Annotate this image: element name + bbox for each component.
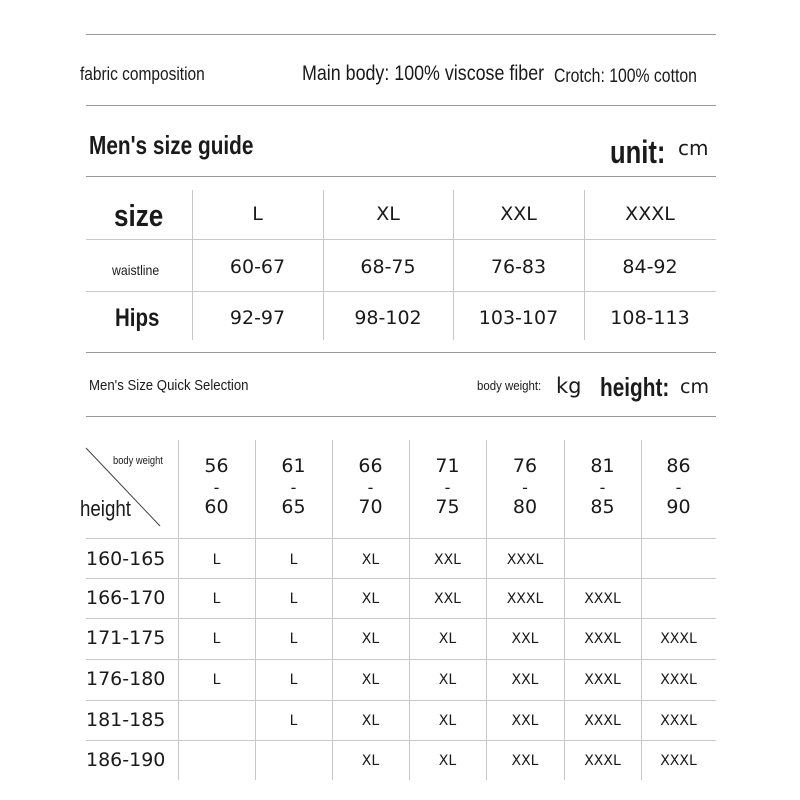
size-recommendation-cell: L: [212, 672, 221, 688]
height-unit-value: cm: [680, 376, 709, 398]
size-recommendation-cell: XXXL: [506, 552, 544, 568]
height-range-label: 186-190: [86, 749, 166, 771]
weight-range-high: 85: [590, 496, 615, 518]
size-recommendation-cell: XL: [361, 672, 380, 688]
quick-selection-title: Men's Size Quick Selection: [89, 377, 249, 394]
height-range-label: 171-175: [86, 627, 166, 649]
size-recommendation-cell: L: [289, 672, 298, 688]
qs-row-divider: [86, 700, 716, 701]
hips-value-xxxl: 108-113: [610, 307, 690, 329]
weight-range-dash: -: [599, 478, 606, 497]
size-recommendation-cell: XXL: [511, 753, 539, 769]
qs-row-divider: [86, 659, 716, 660]
waistline-value-l: 60-67: [229, 256, 286, 278]
hips-label: Hips: [115, 304, 160, 332]
qs-row-divider: [86, 740, 716, 741]
weight-range-low: 86: [666, 455, 691, 477]
qs-row-divider: [86, 618, 716, 619]
composition-main-body: Main body: 100% viscose fiber: [302, 62, 545, 85]
size-recommendation-cell: XL: [438, 713, 457, 729]
weight-range-high: 75: [435, 496, 460, 518]
size-recommendation-cell: XXXL: [584, 631, 621, 647]
weight-range-low: 66: [358, 455, 383, 477]
weight-range-dash: -: [213, 478, 220, 497]
weight-range-high: 80: [512, 496, 538, 518]
size-recommendation-cell: XXXL: [660, 753, 697, 769]
size-recommendation-cell: XXXL: [660, 672, 697, 688]
unit-label: unit:: [610, 134, 666, 170]
size-recommendation-cell: XXXL: [660, 713, 697, 729]
divider-quick-selection: [86, 416, 716, 417]
size-recommendation-cell: XL: [438, 753, 457, 769]
height-unit-label: height:: [600, 372, 670, 402]
size-recommendation-cell: XL: [361, 591, 380, 607]
weight-range-low: 56: [204, 455, 229, 477]
size-recommendation-cell: XXXL: [584, 713, 621, 729]
size-recommendation-cell: L: [289, 713, 298, 729]
waistline-value-xxxl: 84-92: [622, 256, 678, 278]
weight-unit-label: body weight:: [477, 378, 542, 393]
size-recommendation-cell: XL: [438, 631, 457, 647]
size-recommendation-cell: XXXL: [584, 591, 621, 607]
weight-range-high: 70: [358, 496, 383, 518]
weight-range-dash: -: [290, 478, 297, 497]
weight-range-dash: -: [444, 478, 451, 497]
qs-row-divider: [86, 578, 716, 579]
weight-range-dash: -: [675, 478, 682, 497]
height-range-label: 160-165: [86, 548, 166, 570]
size-header-l: L: [252, 203, 263, 225]
height-range-label: 176-180: [86, 668, 166, 690]
size-recommendation-cell: L: [212, 591, 221, 607]
hips-value-l: 92-97: [229, 307, 286, 329]
size-recommendation-cell: XL: [361, 753, 380, 769]
weight-range-high: 65: [281, 496, 306, 518]
weight-range-low: 81: [590, 455, 615, 477]
composition-crotch: Crotch: 100% cotton: [554, 66, 697, 87]
size-recommendation-cell: XL: [438, 672, 457, 688]
size-header-xxxl: XXXL: [625, 203, 675, 225]
qs-row-divider: [86, 538, 716, 539]
size-recommendation-cell: XXL: [511, 672, 539, 688]
size-recommendation-cell: XXXL: [506, 591, 544, 607]
weight-range-dash: -: [367, 478, 374, 497]
composition-label: fabric composition: [80, 64, 205, 84]
size-recommendation-cell: XXXL: [660, 631, 697, 647]
size-header-xl: XL: [376, 203, 400, 225]
size-row-divider-1: [86, 239, 716, 240]
divider-size-guide-top: [86, 176, 716, 177]
weight-range-low: 71: [435, 455, 460, 477]
corner-weight-label: body weight: [113, 455, 163, 467]
corner-height-label: height: [80, 496, 131, 521]
size-header-xxl: XXL: [500, 203, 537, 225]
size-guide-title: Men's size guide: [89, 130, 254, 160]
waistline-value-xxl: 76-83: [490, 256, 547, 278]
hips-value-xxl: 103-107: [478, 307, 559, 329]
size-recommendation-cell: XXXL: [584, 753, 621, 769]
size-recommendation-cell: L: [212, 552, 221, 568]
weight-range-low: 76: [512, 455, 538, 477]
size-recommendation-cell: L: [289, 591, 298, 607]
unit-value: cm: [678, 136, 709, 160]
divider-top: [86, 34, 716, 35]
size-recommendation-cell: XXL: [434, 591, 461, 607]
waistline-label: waistline: [112, 262, 160, 278]
size-recommendation-cell: XL: [361, 713, 380, 729]
size-recommendation-cell: XL: [361, 552, 380, 568]
size-recommendation-cell: XXL: [434, 552, 461, 568]
size-header-label: size: [114, 198, 164, 233]
weight-range-high: 60: [204, 496, 229, 518]
size-row-divider-2: [86, 291, 716, 292]
size-recommendation-cell: XXL: [511, 713, 539, 729]
size-recommendation-cell: XL: [361, 631, 380, 647]
size-recommendation-cell: XXXL: [584, 672, 621, 688]
weight-range-high: 90: [666, 496, 691, 518]
hips-value-xl: 98-102: [354, 307, 422, 329]
height-range-label: 181-185: [86, 709, 166, 731]
size-recommendation-cell: L: [289, 552, 298, 568]
divider-composition: [86, 105, 716, 106]
size-recommendation-cell: L: [212, 631, 221, 647]
weight-unit-value: kg: [556, 374, 582, 398]
size-recommendation-cell: L: [289, 631, 298, 647]
divider-size-guide-bottom: [86, 352, 716, 353]
weight-range-low: 61: [281, 455, 306, 477]
weight-range-dash: -: [522, 478, 528, 497]
size-recommendation-cell: XXL: [511, 631, 539, 647]
waistline-value-xl: 68-75: [360, 256, 416, 278]
height-range-label: 166-170: [86, 587, 166, 609]
